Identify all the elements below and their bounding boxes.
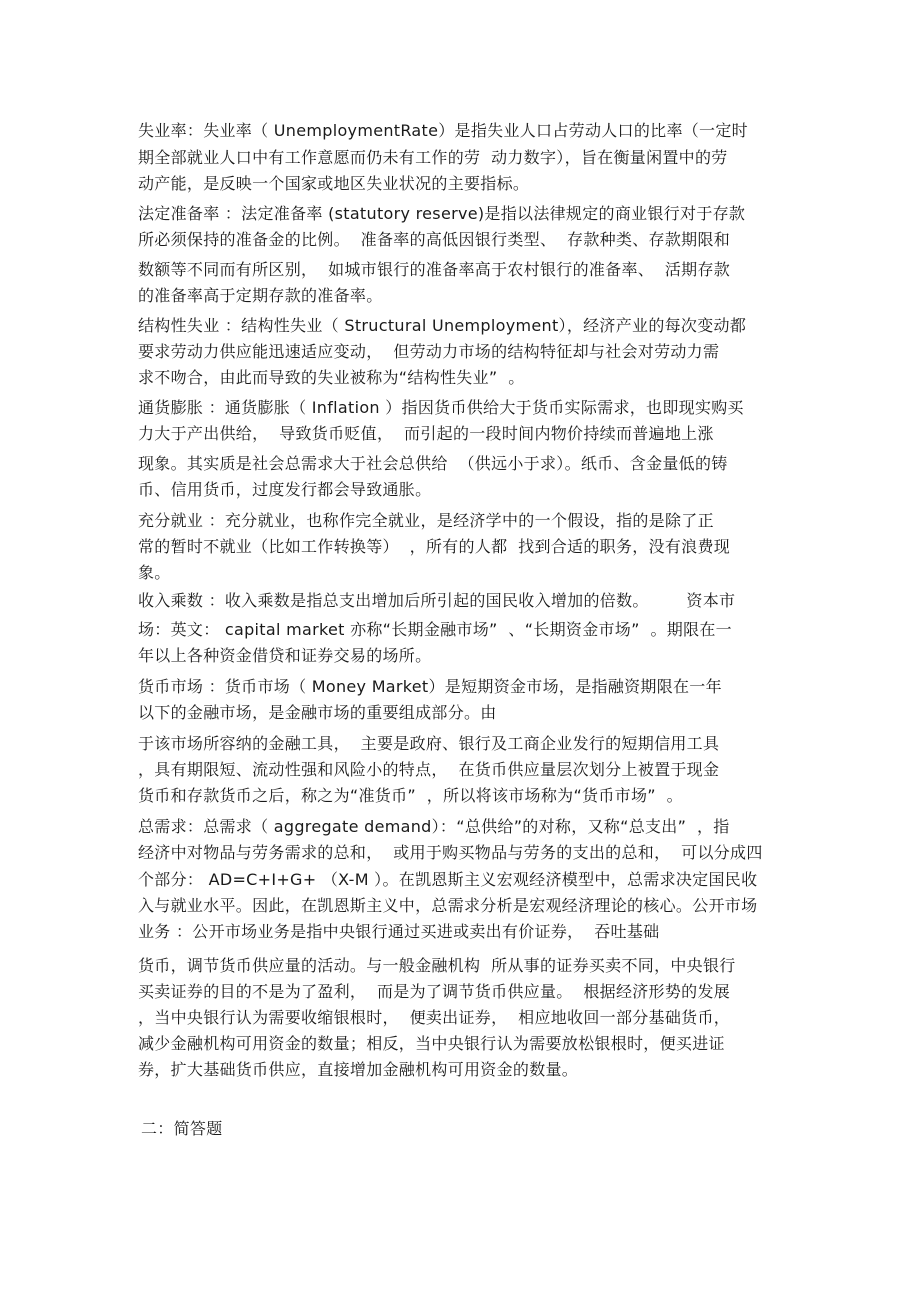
text-line: 的准备率高于定期存款的准备率。: [138, 286, 383, 305]
text-line: 求不吻合，由此而导致的失业被称为“结构性失业” 。: [138, 368, 525, 387]
text-line: ，具有期限短、流动性强和风险小的特点， 在货币供应量层次划分上被置于现金: [138, 760, 720, 779]
text-line: 业务 ：公开市场业务是指中央银行通过买进或卖出有价证券， 吞吐基础: [138, 922, 660, 941]
section-heading: 二：简答题: [141, 1119, 223, 1138]
text-line: 于该市场所容纳的金融工具， 主要是政府、银行及工商企业发行的短期信用工具: [138, 734, 720, 753]
text-line: 年以上各种资金借贷和证券交易的场所。: [138, 646, 432, 665]
text-line: 常的暂时不就业（比如工作转换等） ，所有的人都 找到合适的职务，没有浪费现: [138, 537, 731, 556]
text-line: 入与就业水平。因此，在凯恩斯主义中，总需求分析是宏观经济理论的核心。公开市场: [138, 896, 758, 915]
text-line: 以下的金融市场，是金融市场的重要组成部分。由: [138, 703, 497, 722]
text-line: 买卖证券的目的不是为了盈利， 而是为了调节货币供应量。 根据经济形势的发展: [138, 982, 731, 1001]
text-line: 总需求：总需求（ aggregate demand）：“总供给”的对称，又称“总支出” ，指: [138, 817, 730, 836]
text-line: 个部分： AD=C+I+G+ （X-M ）。在凯恩斯主义宏观经济模型中，总需求决定国民收: [138, 870, 758, 889]
text-line: 货币和存款货币之后，称之为“准货币” ，所以将该市场称为“货币市场” 。: [138, 786, 683, 805]
text-line: 货币市场 ：货币市场（ Money Market）是短期资金市场，是指融资期限在一年: [138, 677, 722, 696]
text-line: 法定准备率 ：法定准备率 (statutory reserve)是指以法律规定的商业银行对于存款: [138, 204, 746, 223]
text-line: 力大于产出供给， 导致货币贬值， 而引起的一段时间内物价持续而普遍地上涨: [138, 424, 714, 443]
text-line: 经济中对物品与劳务需求的总和， 或用于购买物品与劳务的支出的总和， 可以分成四: [138, 843, 763, 862]
text-line: 场：英文： capital market 亦称“长期金融市场” 、“长期资金市场” 。期限在一: [138, 620, 732, 639]
text-line: 减少金融机构可用资金的数量；相反，当中央银行认为需要放松银根时，便买进证: [138, 1034, 725, 1053]
text-line: 现象。其实质是社会总需求大于社会总供给 （供远小于求）。纸币、含金量低的铸: [138, 454, 728, 473]
text-line: 数额等不同而有所区别， 如城市银行的准备率高于农村银行的准备率、 活期存款: [138, 260, 731, 279]
text-line: ，当中央银行认为需要收缩银根时， 便卖出证券， 相应地收回一部分基础货币，: [138, 1008, 731, 1027]
text-line: 所必须保持的准备金的比例。 准备率的高低因银行类型、 存款种类、存款期限和: [138, 230, 731, 249]
text-line: 动产能，是反映一个国家或地区失业状况的主要指标。: [138, 174, 530, 193]
text-line: 币、信用货币，过度发行都会导致通胀。: [138, 480, 432, 499]
text-line: 失业率：失业率（ UnemploymentRate）是指失业人口占劳动人口的比率（一定时: [138, 121, 748, 140]
text-line: 要求劳动力供应能迅速适应变动， 但劳动力市场的结构特征却与社会对劳动力需: [138, 342, 720, 361]
text-line: 期全部就业人口中有工作意愿而仍未有工作的劳 动力数字），旨在衡量闲置中的劳: [138, 148, 728, 167]
text-line: 结构性失业 ：结构性失业（ Structural Unemployment），经济产业的每次变动都: [138, 316, 747, 335]
text-line: 充分就业 ：充分就业，也称作完全就业，是经济学中的一个假设，指的是除了正: [138, 511, 714, 530]
text-line: 货币，调节货币供应量的活动。与一般金融机构 所从事的证券买卖不同，中央银行: [138, 956, 736, 975]
text-line: 象。: [138, 563, 171, 582]
text-line: 券，扩大基础货币供应，直接增加金融机构可用资金的数量。: [138, 1060, 579, 1079]
text-line: 通货膨胀 ：通货膨胀（ Inflation ）指因货币供给大于货币实际需求，也即现实购买: [138, 398, 744, 417]
text-line: 收入乘数 ：收入乘数是指总支出增加后所引起的国民收入增加的倍数。 资本市: [138, 591, 736, 610]
